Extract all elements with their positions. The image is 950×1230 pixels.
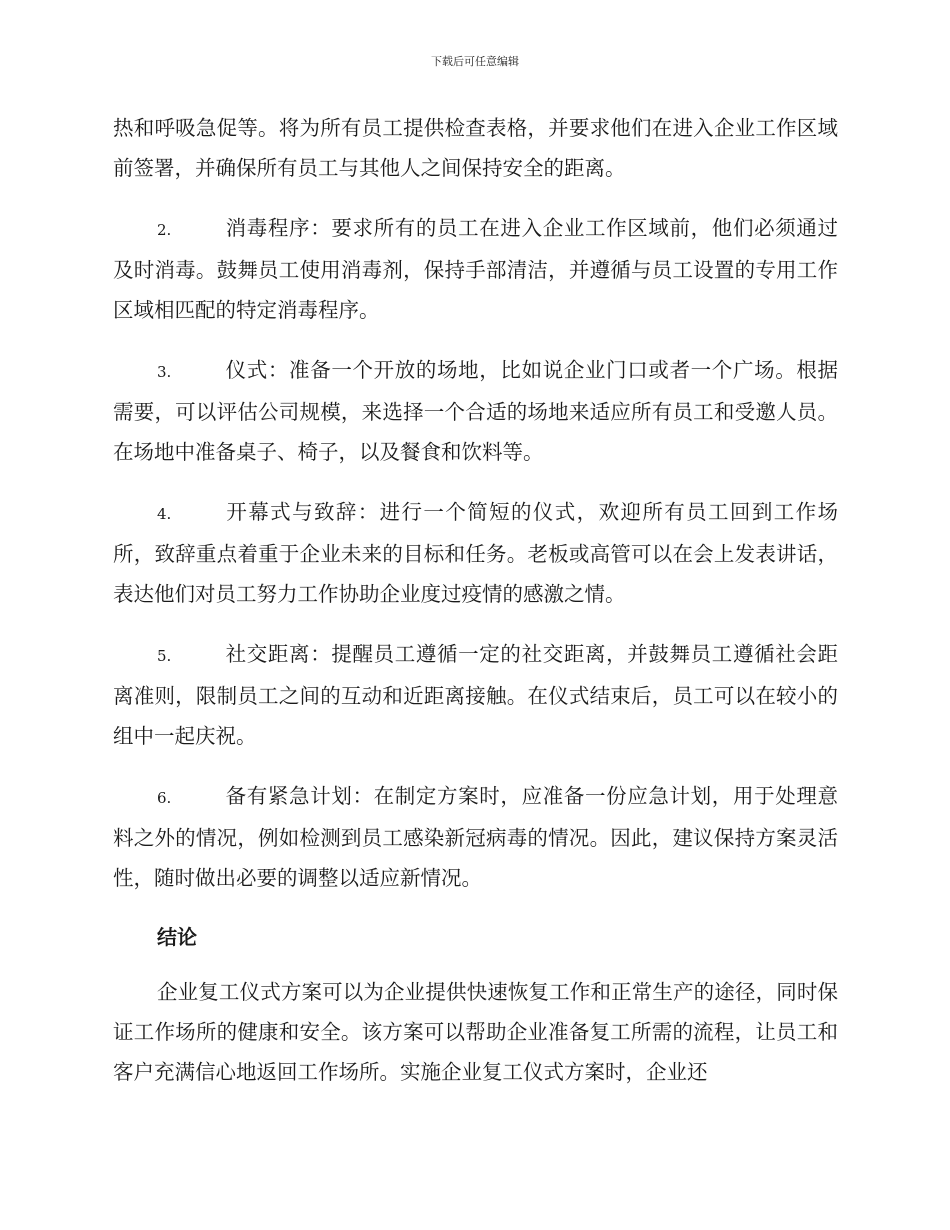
list-item-number: 2. (157, 221, 172, 239)
list-item-number: 5. (157, 647, 172, 665)
list-item-number: 6. (157, 789, 172, 807)
list-item-text: 备有紧急计划：在制定方案时，应准备一份应急计划，用于处理意料之外的情况，例如检测到员工感染新冠病毒的情况。因此，建议保持方案灵活性，随时做出必要的调整以适应新情况。 (113, 784, 838, 890)
page-header: 下载后可任意编辑 (431, 55, 519, 68)
list-item (113, 350, 838, 472)
list-item-text: 消毒程序：要求所有的员工在进入企业工作区域前，他们必须通过及时消毒。鼓舞员工使用消毒剂，保持手部清洁，并遵循与员工设置的专用工作区域相匹配的特定消毒程序。 (113, 216, 838, 322)
conclusion-paragraph: 企业复工仪式方案可以为企业提供快速恢复工作和正常生产的途径，同时保证工作场所的健康和安全。该方案可以帮助企业准备复工所需的流程，让员工和客户充满信心地返回工作场所。实施企业复工仪式方案时，企业还 (113, 980, 838, 1084)
list-item-number: 3. (157, 363, 172, 381)
conclusion-heading: 结论 (157, 925, 197, 949)
document-body (113, 108, 838, 1112)
list-item-text: 开幕式与致辞：进行一个简短的仪式，欢迎所有员工回到工作场所，致辞重点着重于企业未来的目标和任务。老板或高管可以在会上发表讲话，表达他们对员工努力工作协助企业度过疫情的感激之情。 (113, 500, 838, 606)
list-item (113, 776, 838, 898)
list-item (113, 492, 838, 614)
list-item-text: 社交距离：提醒员工遵循一定的社交距离，并鼓舞员工遵循社会距离准则，限制员工之间的互动和近距离接触。在仪式结束后，员工可以在较小的组中一起庆祝。 (113, 642, 838, 748)
list-item-text: 仪式：准备一个开放的场地，比如说企业门口或者一个广场。根据需要，可以评估公司规模，来选择一个合适的场地来适应所有员工和受邀人员。在场地中准备桌子、椅子，以及餐食和饮料等。 (113, 358, 838, 464)
list-item-number: 4. (157, 505, 172, 523)
list-item (113, 634, 838, 756)
intro-paragraph: 热和呼吸急促等。将为所有员工提供检查表格，并要求他们在进入企业工作区域前签署，并确保所有员工与其他人之间保持安全的距离。 (113, 116, 838, 180)
list-item (113, 208, 838, 330)
